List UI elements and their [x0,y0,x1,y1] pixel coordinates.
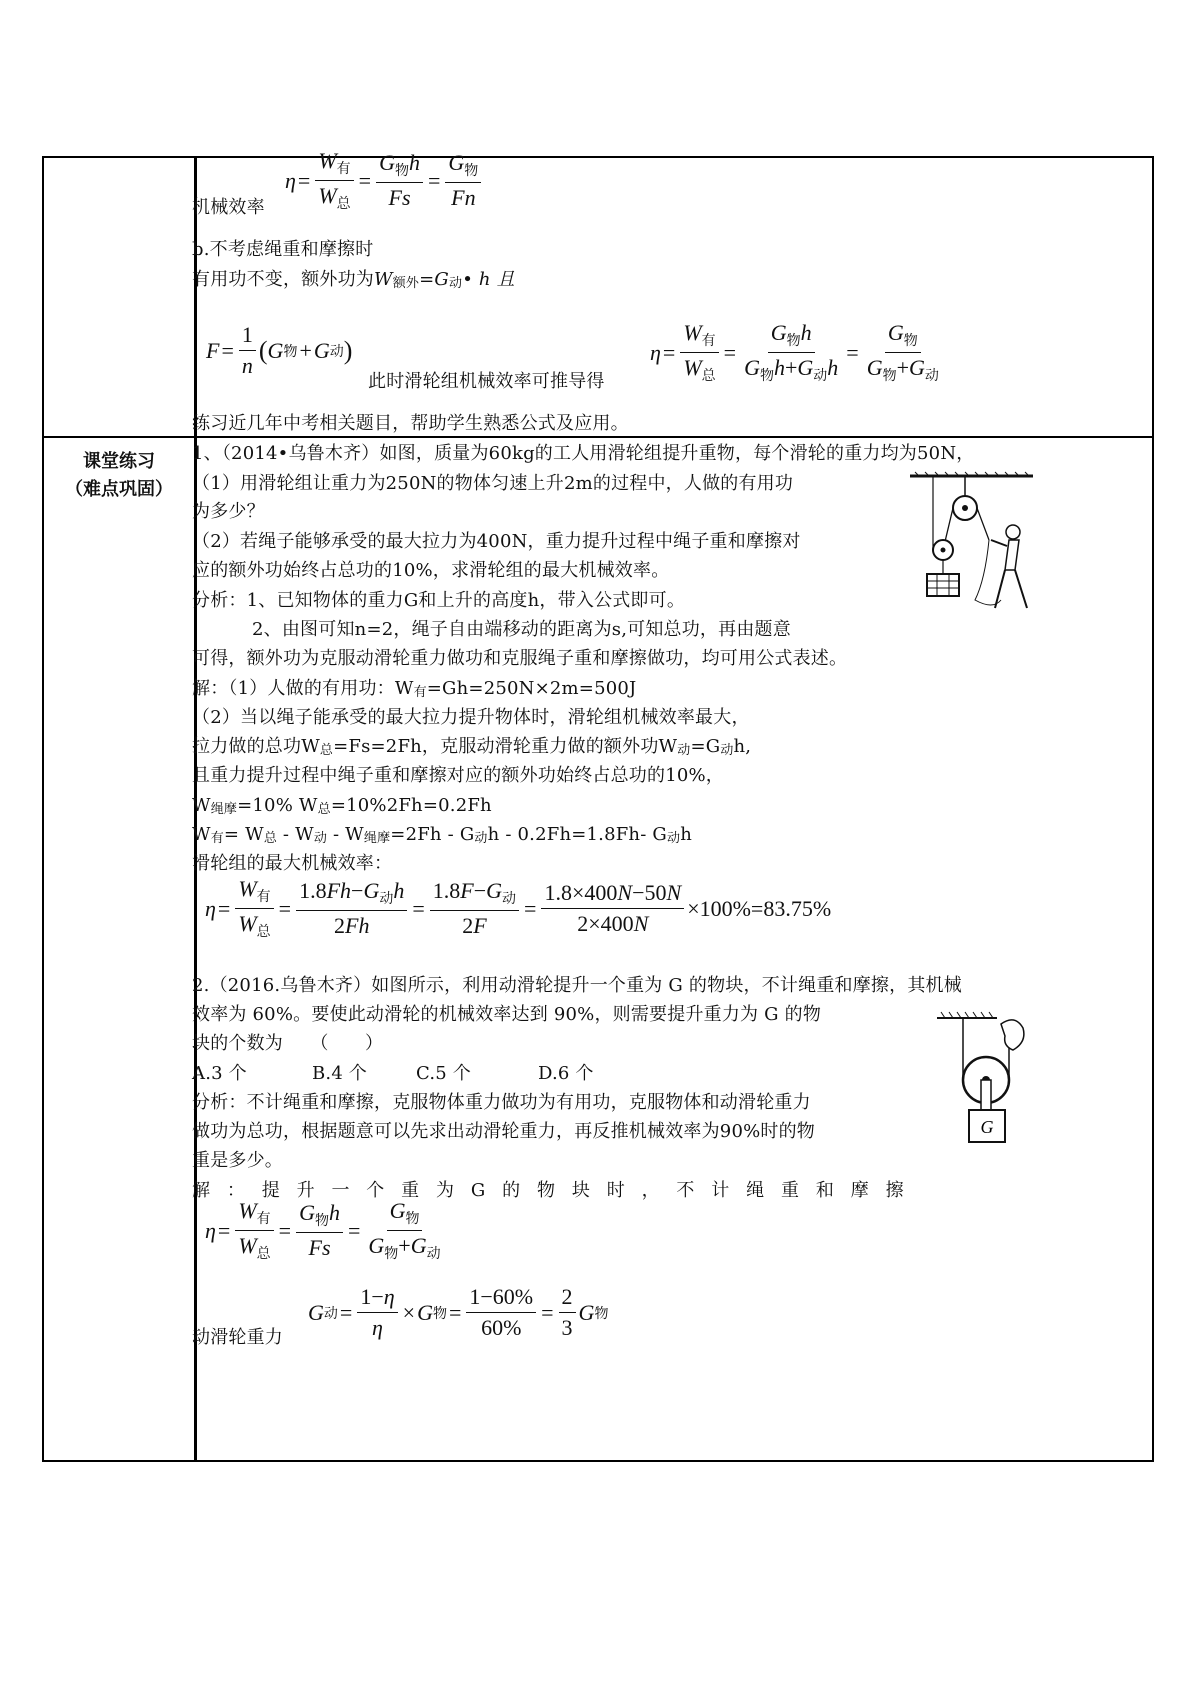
q2-solution-line: 解 ： 提 升 一 个 重 为 G 的 物 块 时 ， 不 计 绳 重 和 摩 擦 [192,1180,904,1201]
formula-q2-efficiency: η = $\frac{W_有}{W_总}$ = $\frac{G_物h}{Fs}$ = $\frac{G_物}{G_物+G_动}$ [205,1198,441,1262]
q1-analysis1: 分析：1、已知物体的重力G和上升的高度h，带入公式即可。 [192,590,686,611]
q2-choice-b: B.4 个 [312,1063,368,1084]
intro-text: 练习近几年中考相关题目，帮助学生熟悉公式及应用。 [192,413,629,434]
q1-analysis2: 2、由图可知n=2，绳子自由端移动的距离为s,可知总功，再由题意 [252,619,791,640]
q1-solution4: 且重力提升过程中绳子重和摩擦对应的额外功始终占总功的10%， [192,765,725,786]
q2-choice-c: C.5 个 [416,1063,472,1084]
label-line-2: （难点巩固） [65,479,173,500]
q1-solution2: （2）当以绳子能承受的最大拉力提升物体时，滑轮组机械效率最大， [192,707,750,728]
q2-stem2: 效率为 60%。要使此动滑轮的机械效率达到 90%，则需要提升重力为 G 的物 [192,1004,822,1025]
q2-analysis3: 重是多少。 [192,1150,283,1171]
q1-solution6: W有= W总 - W动 - W绳摩=2Fh - G动h - 0.2Fh=1.8Fh- G动h [192,824,693,846]
q1-part2-line1: （2）若绳子能够承受的最大拉力为400N，重力提升过程中绳子重和摩擦对 [192,531,801,552]
efficiency-label: 机械效率 [192,197,265,218]
q1-part1-line2: 为多少？ [192,501,265,522]
pulley-worker-figure [905,470,1035,620]
q2-choice-d: D.6 个 [538,1063,594,1084]
q1-solution3: 拉力做的总功W总=Fs=2Fh，克服动滑轮重力做的额外功W动=G动h, [192,736,752,758]
q1-analysis3: 可得，额外功为克服动滑轮重力做功和克服绳子重和摩擦做功，均可用公式表述。 [192,648,848,669]
q2-choice-a: A.3 个 [192,1063,247,1084]
block-g-label: G [980,1117,994,1137]
formula-efficiency-2: η = $\frac{W_有}{W_总}$ = $\frac{G_物h}{G_物h+G_动h}$ = $\frac{G_物}{G_物+G_动}$ [650,320,939,384]
case-b-title: b.不考虑绳重和摩擦时 [192,239,374,260]
q2-stem1: 2.（2016.乌鲁木齐）如图所示，利用动滑轮提升一个重为 G 的物块，不计绳重和摩擦，其机械 [192,975,962,996]
pulley-weight-label: 动滑轮重力 [192,1327,283,1348]
q2-stem3: 块的个数为 （ ） [192,1033,384,1054]
formula-efficiency-1: η = $\frac{W_有}{W_总}$ = $\frac{G_物h}{Fs}$ = $\frac{G_物}{Fn}$ [285,148,484,213]
q2-analysis2: 做功为总功，根据题意可以先求出动滑轮重力，再反推机械效率为90%时的物 [192,1121,816,1142]
row-label-practice [44,448,194,504]
movable-pulley-figure [935,1008,1045,1158]
formula-force: F = $\frac{1}{n}$ ( G 物 + G 动 ) [206,322,353,378]
row-divider [44,436,1152,438]
q1-solution7: 滑轮组的最大机械效率： [192,853,393,874]
derive-text: 此时滑轮组机械效率可推导得 [368,371,605,392]
formula-max-efficiency: η = $\frac{W_有}{W_总}$ = $\frac{1.8Fh-G_动h}{2Fh}$ = $\frac{1.8F-G_动}{2F}$ = $\frac{1.8\times 400N-50N}{2\times 400N}$ ×100%=83.75% [205,876,832,940]
label-line-1: 课堂练习 [83,451,155,472]
q1-stem: 1、（2014•乌鲁木齐）如图，质量为60kg的工人用滑轮组提升重物，每个滑轮的重力均为50N， [192,443,975,464]
q1-part2-line2: 应的额外功始终占总功的10%，求滑轮组的最大机械效率。 [192,560,670,581]
formula-pulley-weight: G 动 = $\frac{1-\eta}{\eta}$ × G 物 = $\frac{1-60\%}{60\%}$ = $\frac{2}{3}$ G 物 [308,1284,609,1340]
q1-solution5: W绳摩=10% W总=10%2Fh=0.2Fh [192,795,492,817]
max-efficiency-result: ×100%=83.75% [687,895,832,921]
q1-solution1: 解：（1）人做的有用功：W有=Gh=250N×2m=500J [192,678,637,700]
case-b-text: 有用功不变，额外功为W额外=G动• h 且 [192,269,515,291]
q2-analysis1: 分析：不计绳重和摩擦，克服物体重力做功为有用功，克服物体和动滑轮重力 [192,1092,811,1113]
q1-part1-line1: （1）用滑轮组让重力为250N的物体匀速上升2m的过程中，人做的有用功 [192,473,794,494]
